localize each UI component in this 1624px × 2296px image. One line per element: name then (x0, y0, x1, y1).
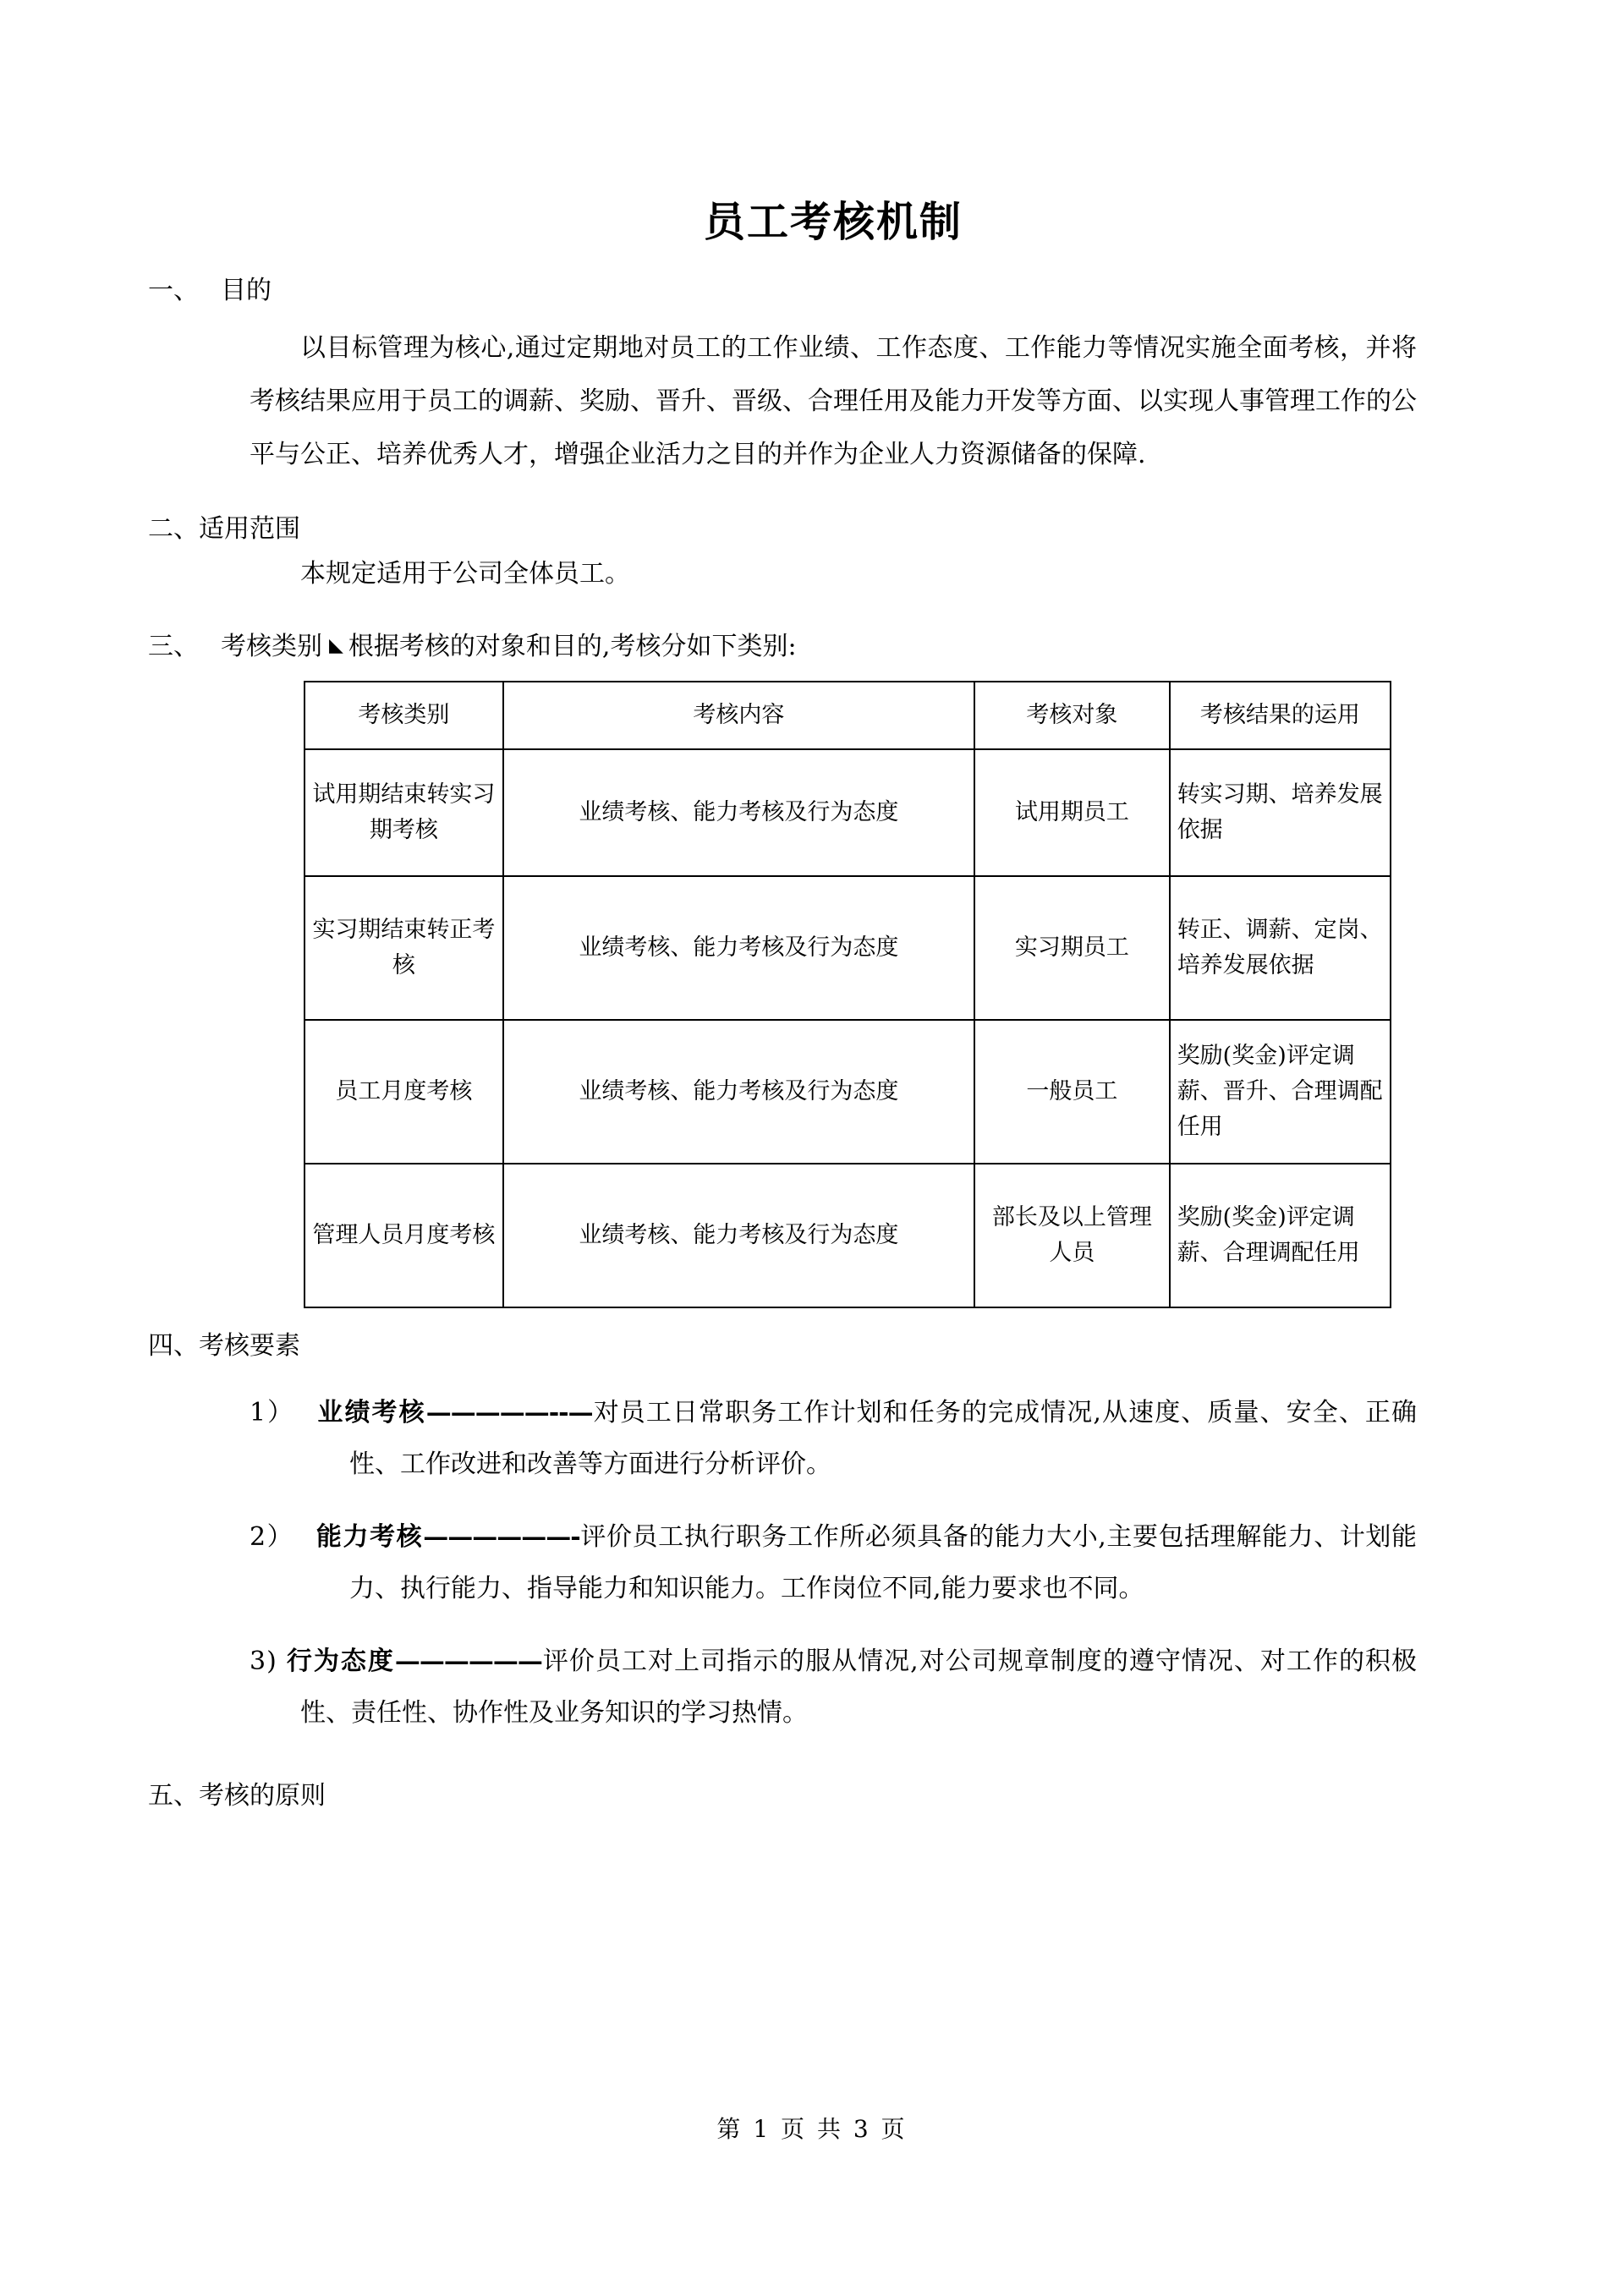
section-heading-4 (148, 1327, 1417, 1365)
table-cell-target: 试用期员工 (974, 749, 1170, 876)
section-1-number: 一、 (148, 276, 199, 306)
table-header (304, 682, 1391, 749)
section-2-body: 本规定适用于公司全体员工。 (300, 559, 630, 589)
table-row (304, 749, 1391, 876)
table-cell-apply: 转正、调薪、定岗、培养发展依据 (1170, 876, 1391, 1020)
section-2-label: 适用范围 (199, 514, 300, 545)
section-heading-5 (148, 1777, 1417, 1815)
list-item-2-label: 2） (250, 1521, 294, 1552)
table-row (304, 1020, 1391, 1164)
section-4-number: 四、 (148, 1330, 199, 1361)
table-row (304, 1164, 1391, 1307)
section-3-tail: 根据考核的对象和目的,考核分如下类别: (348, 631, 797, 661)
table-cell-type: 实习期结束转正考核 (304, 876, 503, 1020)
table-cell-content: 业绩考核、能力考核及行为态度 (503, 749, 974, 876)
table-header-cell-content: 考核内容 (503, 682, 974, 749)
section-heading-1 (148, 271, 1417, 310)
table-row (304, 876, 1391, 1020)
table-cell-content: 业绩考核、能力考核及行为态度 (503, 1020, 974, 1164)
list-item-1-text: 对员工日常职务工作计划和任务的完成情况,从速度、质量、安全、正确性、工作改进和改善等方面进行分析评价。 (349, 1397, 1417, 1480)
section-heading-3 (148, 627, 1417, 666)
table-body (304, 749, 1391, 1307)
bullet-marker-icon: ◣ (329, 634, 343, 656)
list-item-3-key: 行为态度 (285, 1646, 395, 1676)
list-item (250, 1636, 1417, 1740)
list-item-3-text: 评价员工对上司指示的服从情况,对公司规章制度的遵守情况、对工作的积极性、责任性、协作性及业务知识的学习热情。 (300, 1646, 1417, 1729)
assessment-table-wrapper (304, 681, 1391, 1308)
list-item-1-dashes: —————--— (425, 1397, 593, 1427)
table-cell-type: 管理人员月度考核 (304, 1164, 503, 1307)
table-cell-apply: 奖励(奖金)评定调薪、晋升、合理调配任用 (1170, 1020, 1391, 1164)
list-item-1-key: 业绩考核 (316, 1397, 426, 1427)
table-cell-type: 员工月度考核 (304, 1020, 503, 1164)
assessment-elements-list (250, 1387, 1417, 1740)
page-footer: 第 1 页 共 3 页 (716, 2115, 908, 2143)
section-4-label: 考核要素 (199, 1330, 300, 1361)
table-header-cell-target: 考核对象 (974, 682, 1170, 749)
section-1-body: 以目标管理为核心,通过定期地对员工的工作业绩、工作态度、工作能力等情况实施全面考核，并将考核结果应用于员工的调薪、奖励、晋升、晋级、合理任用及能力开发等方面、以实现人事管理工作的公平与公正、培养优秀人才，增强企业活力之目的并作为企业人力资源储备的保障. (250, 333, 1417, 470)
table-cell-target: 一般员工 (974, 1020, 1170, 1164)
table-cell-apply: 奖励(奖金)评定调薪、合理调配任用 (1170, 1164, 1391, 1307)
list-item-3-label: 3) (250, 1646, 277, 1676)
section-2-number: 二、 (148, 514, 199, 545)
list-item (250, 1511, 1417, 1615)
list-item-2-key: 能力考核 (315, 1521, 424, 1552)
section-5-label: 考核的原则 (199, 1780, 326, 1811)
list-item (250, 1387, 1417, 1491)
table-header-cell-type: 考核类别 (304, 682, 503, 749)
section-1-label: 目的 (221, 276, 272, 306)
section-heading-2 (148, 510, 1417, 548)
table-cell-target: 实习期员工 (974, 876, 1170, 1020)
list-item-1-label: 1） (250, 1397, 295, 1427)
table-header-row (304, 682, 1391, 749)
table-header-cell-apply: 考核结果的运用 (1170, 682, 1391, 749)
table-cell-target: 部长及以上管理人员 (974, 1164, 1170, 1307)
document-body (148, 0, 1418, 1815)
table-cell-apply: 转实习期、培养发展依据 (1170, 749, 1391, 876)
list-item-2-text: 评价员工执行职务工作所必须具备的能力大小,主要包括理解能力、计划能力、执行能力、指导能力和知识能力。工作岗位不同,能力要求也不同。 (349, 1521, 1418, 1604)
table-cell-content: 业绩考核、能力考核及行为态度 (503, 1164, 974, 1307)
table-cell-content: 业绩考核、能力考核及行为态度 (503, 876, 974, 1020)
page-title: 员工考核机制 (703, 198, 963, 246)
section-5-number: 五、 (148, 1780, 199, 1811)
section-3-label: 考核类别 (221, 631, 322, 661)
list-item-3-dashes: —————— (394, 1646, 542, 1676)
assessment-table (304, 681, 1391, 1308)
section-3-number: 三、 (148, 631, 199, 661)
table-cell-type: 试用期结束转实习期考核 (304, 749, 503, 876)
list-item-2-dashes: ——————- (423, 1521, 580, 1552)
